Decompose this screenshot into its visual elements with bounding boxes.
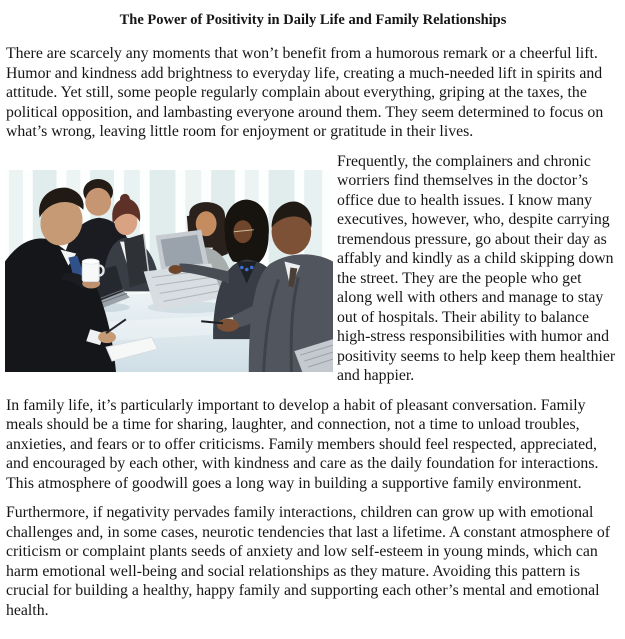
- paragraph-beside-photo: Frequently, the complainers and chronic worriers find themselves in the doctor’s office due to health issues. I know many executives, however, who, despite carrying tremendous pressure, go about their day as affably and kindly as a child skipping down the street. They are the people who get along well with others and manage to stay out of hospitals. Their ability to balance high-stress responsibilities with humor and positivity seems to help keep them healthier and happier.: [337, 152, 616, 384]
- paragraph-negativity: Furthermore, if negativity pervades family interactions, children can grow up with emotional challenges and, in some cases, neurotic tendencies that last a lifetime. A constant atmosphere of criticism or complaint plants seeds of anxiety and low self-esteem in young minds, which can harm emotional well-being and social relationships as they mature. Avoiding this pattern is crucial for building a healthy, happy family and supporting each other’s mental and emotional health.: [6, 504, 611, 619]
- meeting-photo: [5, 170, 333, 372]
- pointing-hand: [169, 265, 183, 274]
- paragraph-family-life: In family life, it’s particularly important to develop a habit of pleasant conversation. Family meals should be a time for sharing, laughter, and connection, not a time to unload troubles, anxieties, and fears or to offer criticisms. Family members should feel respected, appreciated, and encouraged by each other, with kindness and care as the daily foundation for interactions. This atmosphere of goodwill goes a long way in building a supportive family environment.: [6, 396, 599, 492]
- page-title: The Power of Positivity in Daily Life and Family Relationships: [119, 12, 507, 28]
- meeting-photo-illustration: [5, 170, 333, 372]
- paragraph-intro: There are scarcely any moments that won’t benefit from a humorous remark or a cheerful lift. Humor and kindness add brightness to everyday life, creating a much-needed lift in spirits and attitude. Yet still, some people regularly complain about everything, griping at the taxes, the political opposition, and lambasting everyone around them. They seem determined to focus on what’s wrong, leaving little room for enjoyment or gratitude in their lives.: [6, 45, 604, 140]
- hand-with-pen: [217, 319, 239, 332]
